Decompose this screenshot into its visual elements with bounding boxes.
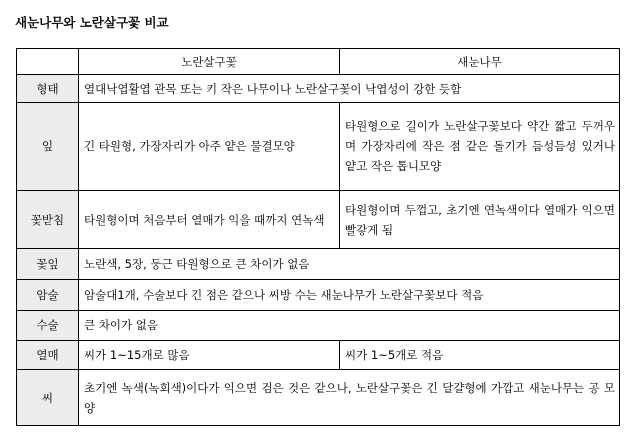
row-label: 꽃받침 [17, 191, 79, 249]
table-row [17, 191, 620, 249]
merged-cell: 노란색, 5장, 둥근 타원형으로 큰 차이가 없음 [79, 249, 620, 280]
cell-col-b: 타원형으로 길이가 노란살구꽃보다 약간 짧고 두꺼우며 가장자리에 작은 점 같은 돌기가 듬성듬성 있거나 얕고 작은 톱니모양 [340, 102, 620, 190]
page-title: 새눈나무와 노란살구꽃 비교 [15, 15, 169, 30]
row-label: 수술 [17, 311, 79, 340]
cell-col-b: 씨가 1~5개로 적음 [340, 340, 620, 369]
row-label: 열매 [17, 340, 79, 369]
merged-cell: 큰 차이가 없음 [79, 311, 620, 340]
table-row [17, 75, 620, 102]
comparison-table [16, 48, 620, 426]
cell-col-a: 씨가 1~15개로 많음 [79, 340, 340, 369]
table-header-row [17, 49, 620, 75]
row-label: 형태 [17, 75, 79, 102]
header-col-a: 노란살구꽃 [79, 49, 340, 75]
merged-cell: 초기엔 녹색(녹회색)이다가 익으면 검은 것은 같으나, 노란살구꽃은 긴 달걀형에 가깝고 새눈나무는 공 모양 [79, 370, 620, 426]
table-row [17, 311, 620, 340]
table-row [17, 370, 620, 426]
cell-col-a: 긴 타원형, 가장자리가 아주 얕은 물결모양 [79, 102, 340, 190]
merged-cell: 암술대1개, 수술보다 긴 점은 같으나 씨방 수는 새눈나무가 노란살구꽃보다 적음 [79, 279, 620, 311]
table-row [17, 249, 620, 280]
row-label: 잎 [17, 102, 79, 190]
row-label: 씨 [17, 370, 79, 426]
header-col-b: 새눈나무 [340, 49, 620, 75]
merged-cell: 열대낙엽활엽 관목 또는 키 작은 나무이나 노란살구꽃이 낙엽성이 강한 듯함 [79, 75, 620, 102]
table-row [17, 279, 620, 311]
cell-col-b: 타원형이며 두껍고, 초기엔 연녹색이다 열매가 익으면 빨갛게 됨 [340, 191, 620, 249]
header-empty-cell [17, 49, 79, 75]
cell-col-a: 타원형이며 처음부터 열매가 익을 때까지 연녹색 [79, 191, 340, 249]
table-row [17, 340, 620, 369]
table-row [17, 102, 620, 190]
row-label: 암술 [17, 279, 79, 311]
row-label: 꽃잎 [17, 249, 79, 280]
